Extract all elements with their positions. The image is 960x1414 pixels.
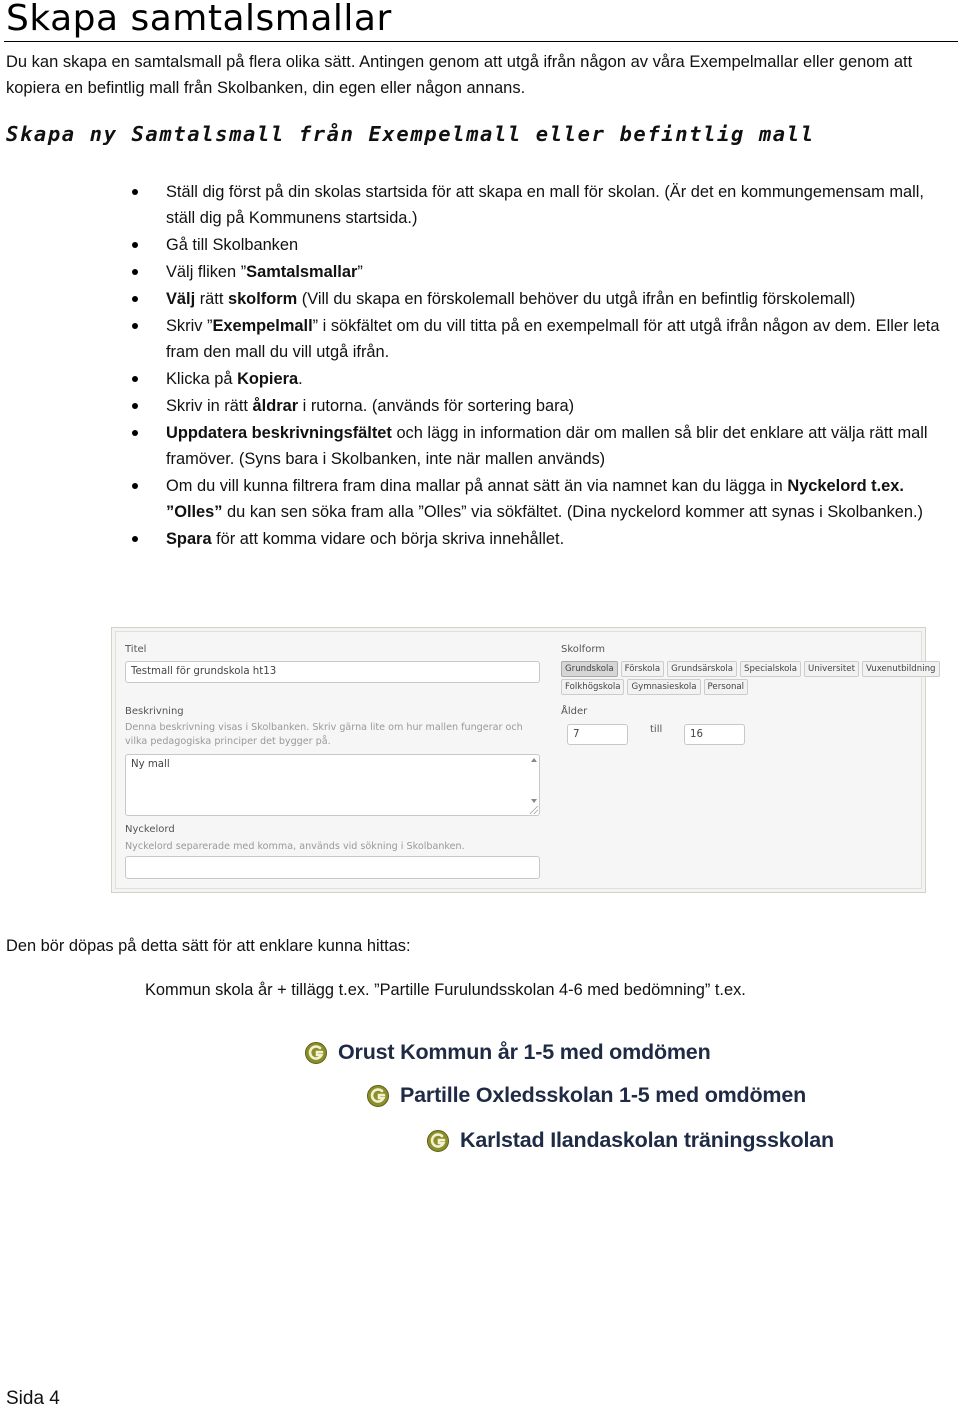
scroll-down-icon[interactable] bbox=[531, 799, 537, 803]
instruction-text: skolform bbox=[227, 289, 298, 308]
instruction-text: i rutorna. (används för sortering bara) bbox=[298, 396, 575, 415]
instruction-text: Uppdatera beskrivningsfältet bbox=[166, 423, 392, 442]
template-swirl-icon bbox=[426, 1129, 450, 1153]
description-textarea[interactable] bbox=[125, 754, 540, 816]
instruction-item bbox=[166, 286, 956, 312]
skolform-label: Skolform bbox=[561, 644, 605, 655]
instruction-item bbox=[166, 366, 956, 392]
example-template-label: Orust Kommun år 1-5 med omdömen bbox=[338, 1040, 711, 1064]
keywords-label: Nyckelord bbox=[125, 824, 175, 835]
resize-grip-icon[interactable] bbox=[530, 806, 538, 814]
example-template-label: Karlstad Ilandaskolan träningsskolan bbox=[460, 1128, 834, 1152]
example-template-label: Partille Oxledsskolan 1-5 med omdömen bbox=[400, 1083, 807, 1107]
description-label: Beskrivning bbox=[125, 706, 184, 717]
bullet-icon bbox=[132, 376, 138, 382]
keywords-input[interactable] bbox=[125, 856, 540, 879]
bullet-icon bbox=[132, 403, 138, 409]
bullet-icon bbox=[132, 483, 138, 489]
skolform-tags-row-1 bbox=[561, 661, 940, 677]
description-hint: Denna beskrivning visas i Skolbanken. Skriv gärna lite om hur mallen fungerar och vilka pedagogiska principer det bygger på. bbox=[125, 722, 523, 747]
bullet-icon bbox=[132, 536, 138, 542]
instruction-text: för att komma vidare och börja skriva innehållet. bbox=[211, 530, 565, 549]
instruction-text: Välj bbox=[166, 289, 196, 308]
instruction-text: Ställ dig först på din skolas startsida för att skapa en mall för skolan. (Är det en kommungemensam mall, ställ dig på Kommunens startsida.) bbox=[166, 183, 924, 228]
instruction-item bbox=[166, 232, 956, 258]
instruction-text: Exempelmall bbox=[212, 316, 313, 335]
bullet-icon bbox=[132, 269, 138, 275]
instruction-text: ” bbox=[357, 263, 363, 282]
instruction-item bbox=[166, 393, 956, 419]
scroll-up-icon[interactable] bbox=[531, 758, 537, 762]
title-input[interactable]: Testmall för grundskola ht13 bbox=[125, 661, 540, 683]
instruction-text: Skriv in rätt bbox=[166, 396, 253, 415]
bullet-icon bbox=[132, 242, 138, 248]
instruction-item bbox=[166, 526, 956, 552]
template-swirl-icon bbox=[304, 1041, 328, 1065]
age-from-input[interactable]: 7 bbox=[567, 724, 628, 745]
instruction-text: Nyckelord t.ex. bbox=[787, 477, 904, 496]
skolform-tag[interactable]: Specialskola bbox=[740, 661, 801, 677]
instruction-text: Kopiera bbox=[237, 370, 299, 389]
title-label: Titel bbox=[125, 644, 147, 655]
form-screenshot bbox=[111, 627, 936, 893]
keywords-hint: Nyckelord separerade med komma, används vid sökning i Skolbanken. bbox=[125, 841, 465, 852]
example-template-item[interactable] bbox=[304, 1040, 711, 1065]
age-to-label: till bbox=[650, 724, 663, 735]
page-number: Sida 4 bbox=[6, 1388, 60, 1409]
description-value: Ny mall bbox=[131, 759, 170, 770]
instruction-text: Klicka på bbox=[166, 370, 238, 389]
instruction-text: ”Olles” bbox=[166, 503, 223, 522]
instruction-item bbox=[166, 473, 956, 526]
instruction-text: Skriv ” bbox=[166, 316, 213, 335]
example-template-item[interactable] bbox=[426, 1128, 834, 1153]
instruction-list bbox=[166, 179, 956, 553]
instruction-text: Spara bbox=[166, 530, 212, 549]
instruction-text: rätt bbox=[195, 289, 228, 308]
skolform-tag[interactable]: Förskola bbox=[621, 661, 665, 677]
form-panel bbox=[115, 631, 936, 889]
page-title: Skapa samtalsmallar bbox=[6, 0, 392, 39]
instruction-text: du kan sen söka fram alla ”Olles” via sökfältet. (Dina nyckelord kommer att synas i Skolbanken.) bbox=[222, 503, 924, 522]
skolform-tag[interactable]: Vuxenutbildning bbox=[862, 661, 940, 677]
instruction-text: Välj fliken ” bbox=[166, 263, 247, 282]
bullet-icon bbox=[132, 296, 138, 302]
instruction-item bbox=[166, 313, 956, 366]
instruction-text: (Vill du skapa en förskolemall behöver du utgå ifrån en befintlig förskolemall) bbox=[297, 289, 856, 308]
skolform-tag[interactable]: Personal bbox=[704, 679, 749, 695]
example-template-item[interactable] bbox=[366, 1083, 806, 1108]
age-label: Ålder bbox=[561, 706, 588, 717]
instruction-item bbox=[166, 259, 956, 285]
bullet-icon bbox=[132, 323, 138, 329]
instruction-text: Gå till Skolbanken bbox=[166, 236, 299, 255]
naming-instruction: Den bör döpas på detta sätt för att enklare kunna hittas: bbox=[6, 937, 411, 955]
skolform-tag[interactable]: Gymnasieskola bbox=[627, 679, 700, 695]
title-divider bbox=[4, 41, 958, 42]
intro-paragraph: Du kan skapa en samtalsmall på flera olika sätt. Antingen genom att utgå ifrån någon av våra Exempelmallar eller genom att kopiera en befintlig mall från Skolbanken, din egen eller någon annans. bbox=[6, 53, 913, 97]
bullet-icon bbox=[132, 189, 138, 195]
section-heading: Skapa ny Samtalsmall från Exempelmall eller befintlig mall bbox=[6, 122, 815, 146]
skolform-tag[interactable]: Universitet bbox=[804, 661, 859, 677]
instruction-text: Om du vill kunna filtrera fram dina mallar på annat sätt än via namnet kan du lägga in bbox=[166, 477, 788, 496]
skolform-tag[interactable]: Folkhögskola bbox=[561, 679, 624, 695]
instruction-text: åldrar bbox=[252, 396, 299, 415]
skolform-tag[interactable]: Grundsärskola bbox=[667, 661, 737, 677]
instruction-text: ” i sökfältet om du vill titta på en exempelmall för att utgå ifrån någon av dem. Eller leta fram den mall du vill utgå ifrån. bbox=[166, 316, 940, 362]
template-swirl-icon bbox=[366, 1084, 390, 1108]
instruction-text: Samtalsmallar bbox=[246, 263, 358, 282]
instruction-item bbox=[166, 179, 956, 232]
skolform-tag[interactable]: Grundskola bbox=[561, 661, 618, 677]
age-to-input[interactable]: 16 bbox=[684, 724, 745, 745]
naming-example: Kommun skola år + tillägg t.ex. ”Partille Furulundsskolan 4-6 med bedömning” t.ex. bbox=[145, 981, 746, 999]
instruction-item bbox=[166, 420, 956, 473]
instruction-text: och lägg in information där om mallen så blir det enklare att välja rätt mall framöver. (Syns bara i Skolbanken, inte när mallen används) bbox=[166, 423, 928, 469]
skolform-tags-row-2 bbox=[561, 679, 748, 695]
bullet-icon bbox=[132, 430, 138, 436]
instruction-text: . bbox=[298, 370, 303, 389]
